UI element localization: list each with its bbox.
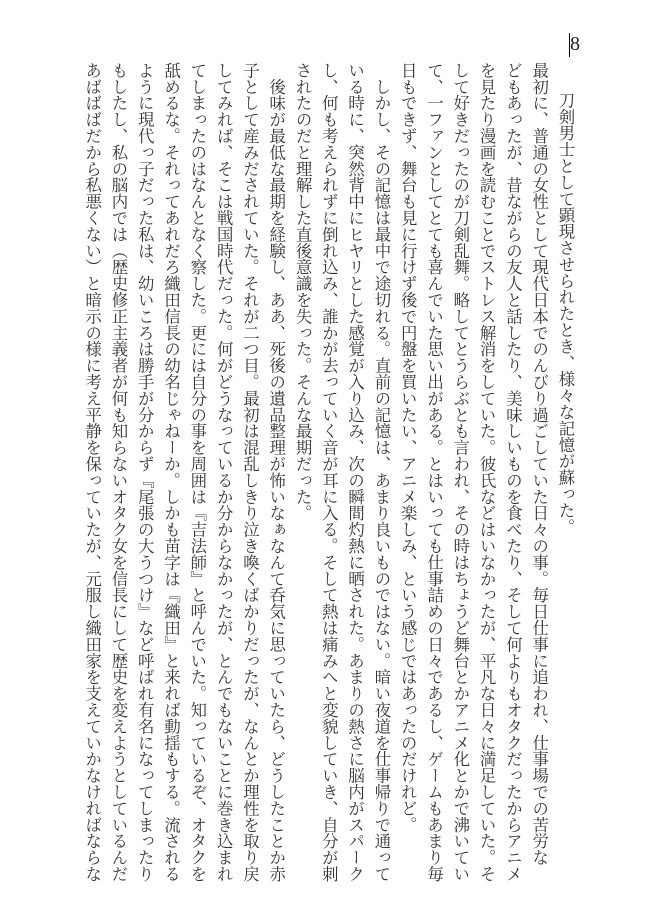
text-line: あばばばだから私悪くない）と暗示の様に考え平静を保っていたが、元服し織田家を支えていかなければならな (82, 62, 102, 882)
body-text (78, 62, 578, 882)
text-line: を見たり漫画を読むことでストレス解消をしていた。彼氏などはいなかったが、平凡な日々に満足していた。そ (477, 62, 497, 882)
text-line: いる時に、突然背中にヒヤリとした感覚が入り込み、次の瞬間灼熱に晒された。あまりの熱さに脳内がスパーク (345, 62, 365, 882)
text-line: 子として産みだされていた。それが二つ目。最初は混乱しきり泣き喚くばかりだったが、なんとか理性を取り戻 (240, 62, 260, 882)
text-line: ように現代っ子だった私は、幼いころは勝手が分からず『尾張の大うつけ』など呼ばれ有名になってしまったり (135, 62, 155, 882)
text-line: 後味が最低な最期を経験し、ああ、死後の遺品整理が怖いなぁなんて呑気に思っていたら、どうしたことか赤 (266, 62, 286, 882)
text-line: されたのだと理解した直後意識を失った。そんな最期だった。 (293, 62, 313, 522)
chapter-title: 刀剣男士として顕現させられたとき、様々な記憶が蘇った。 (556, 92, 575, 535)
page-number: 8 (570, 33, 580, 55)
text-line: 日もできず、舞台も見に行けず後で円盤を買いたい、アニメ楽しみ、という感じではあったのだけれど。 (398, 62, 418, 833)
text-line: てしまったのはなんとなく察した。更には自分の事を周囲は『吉法師』と呼んでいた。知っているぞ、オタクを (187, 62, 207, 882)
text-line: しかし、その記憶は最中で途切れる。直前の記憶は、あまり良いものではない。暗い夜道を仕事帰りで通って (371, 62, 391, 882)
text-line: して好きだったのが刀剣乱舞。略してとうらぶとも言われ、その時はちょうど舞台とかアニメ化とかで沸いてい (450, 62, 470, 882)
text-line: て、一ファンとしてとても喜んでいた思い出がある。とはいっても仕事詰めの日々であるし、ゲームもあまり毎 (424, 62, 444, 882)
text-line: し、何も考えられずに倒れ込み、誰かが去っていく音が耳に入る。そして熱は痛みへと変貌していき、自分が刺 (319, 62, 339, 882)
text-line: 最初に、普通の女性として現代日本でのんびり過ごしていた日々の事。毎日仕事に追われ、仕事場での苦労な (529, 62, 549, 866)
text-line: どもあったが、昔ながらの友人と話したり、美味しいものを食べたり、そして何よりもオタクだったからアニメ (503, 62, 523, 882)
text-line: してみれば、そこは戦国時代だった。何がどうなっているか分からなかったが、とんでもないことに巻き込まれ (214, 62, 234, 882)
text-line: もしたし、私の脳内では（歴史修正主義者が何も知らないオタク女を信長にして歴史を変えようとしているんだ (108, 62, 128, 882)
text-line: 舐めるな。それってあれだろ織田信長の幼名じゃねーか。しかも苗字は『織田』と来れば動揺もする。流される (161, 62, 181, 882)
